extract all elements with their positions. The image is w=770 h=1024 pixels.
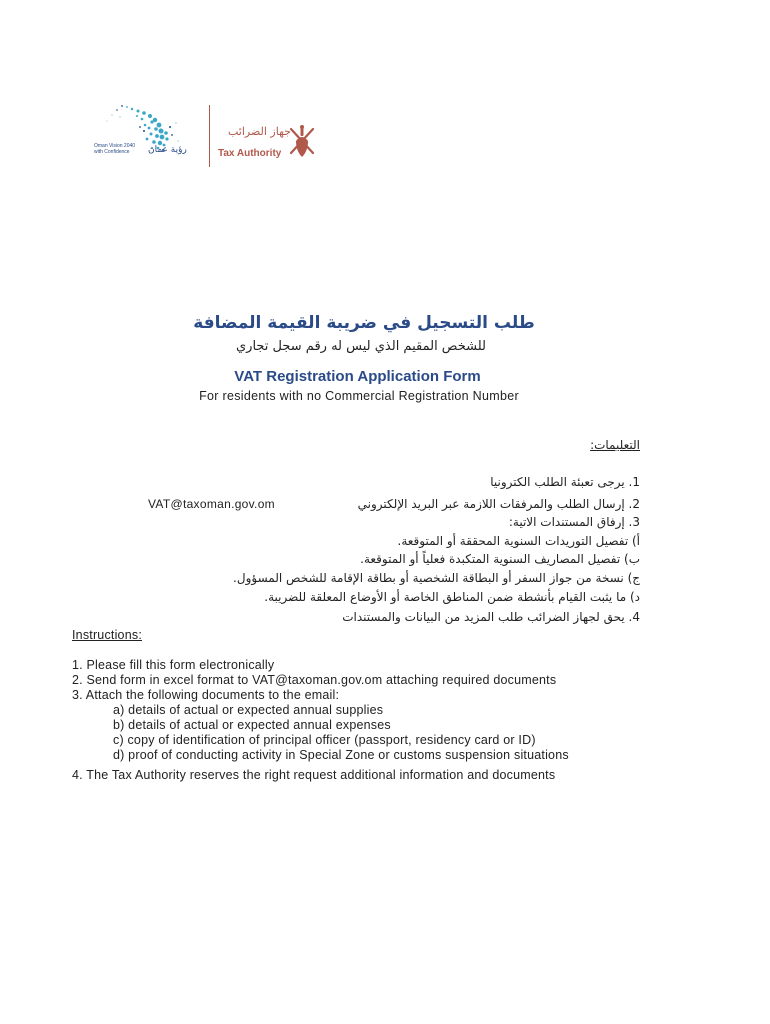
arabic-item-3c: ج) نسخة من جواز السفر أو البطاقة الشخصية أو بطاقة الإقامة للشخص المسؤول.	[233, 571, 640, 585]
arabic-item-3a: أ) تفصيل التوريدات السنوية المحققة أو المتوقعة.	[397, 534, 640, 548]
arabic-item-4: 4. يحق لجهاز الضرائب طلب المزيد من البيانات والمستندات	[342, 610, 640, 624]
english-instructions-heading: Instructions:	[72, 628, 142, 642]
vision-arabic-text: رؤية عمان	[148, 145, 187, 155]
arabic-subtitle: للشخص المقيم الذي ليس له رقم سجل تجاري	[235, 339, 486, 354]
english-item-2: 2. Send form in excel format to VAT@taxoman.gov.om attaching required documents	[72, 673, 557, 687]
arabic-item-1: 1. يرجى تعبئة الطلب الكترونيا	[490, 475, 640, 489]
english-item-4: 4. The Tax Authority reserves the right request additional information and documents	[72, 768, 556, 782]
english-subtitle: For residents with no Commercial Registration Number	[199, 389, 519, 403]
arabic-email-address: VAT@taxoman.gov.om	[148, 497, 275, 511]
english-item-3b: b) details of actual or expected annual expenses	[113, 718, 391, 732]
oman-emblem-icon	[285, 123, 319, 163]
header	[0, 95, 770, 175]
english-item-3c: c) copy of identification of principal officer (passport, residency card or ID)	[113, 733, 536, 747]
arabic-item-3: 3. إرفاق المستندات الاتية:	[508, 515, 640, 529]
arabic-instructions-heading: التعليمات:	[590, 438, 640, 452]
tax-authority-arabic: جهاز الضرائب	[228, 125, 291, 138]
english-item-1: 1. Please fill this form electronically	[72, 658, 275, 672]
header-divider	[209, 105, 210, 167]
arabic-item-2: 2. إرسال الطلب والمرفقات اللازمة عبر البريد الإلكتروني	[357, 497, 640, 511]
arabic-title: طلب التسجيل في ضريبة القيمة المضافة	[193, 313, 535, 333]
english-item-3d: d) proof of conducting activity in Special Zone or customs suspension situations	[113, 748, 569, 762]
arabic-item-3b: ب) تفصيل المصاريف السنوية المتكبدة فعلياً أو المتوقعة.	[360, 552, 640, 566]
english-title: VAT Registration Application Form	[234, 368, 481, 385]
english-item-3: 3. Attach the following documents to the email:	[72, 688, 340, 702]
oman-vision-2040-logo	[92, 101, 204, 171]
english-item-3a: a) details of actual or expected annual supplies	[113, 703, 384, 717]
vision-caption: Oman Vision 2040 with Confidence	[94, 143, 136, 155]
arabic-item-3d: د) ما يثبت القيام بأنشطة ضمن المناطق الخاصة أو الأوضاع المعلقة للضريبة.	[264, 590, 640, 604]
tax-authority-english: Tax Authority	[218, 148, 282, 159]
